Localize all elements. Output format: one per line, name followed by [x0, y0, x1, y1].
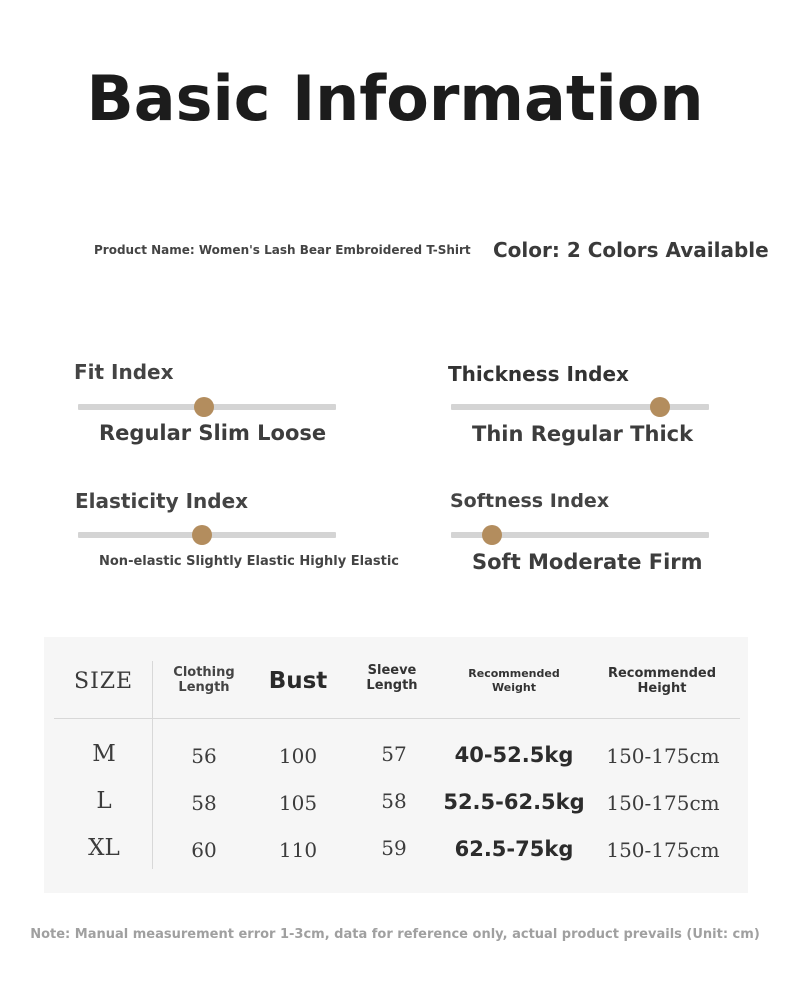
row-xl-size: XL: [88, 835, 120, 861]
header-height-line1: Recommended: [607, 666, 717, 681]
softness-index-scale: Soft Moderate Firm: [472, 550, 703, 574]
elasticity-index-knob: [192, 525, 212, 545]
product-name: Product Name: Women's Lash Bear Embroidered T-Shirt: [94, 243, 471, 257]
header-divider: [54, 718, 740, 719]
row-m-length: 56: [191, 744, 217, 768]
row-l-size: L: [96, 788, 112, 814]
header-weight-line2: Weight: [492, 681, 536, 694]
header-clothing-length: [160, 665, 248, 695]
header-height-line2: Height: [637, 681, 687, 696]
row-m-weight: 40-52.5kg: [454, 743, 574, 767]
thickness-index-scale: Thin Regular Thick: [472, 422, 694, 446]
header-sleeve-length-line1: Sleeve: [367, 663, 417, 678]
elasticity-index-title: Elasticity Index: [75, 489, 249, 513]
row-xl-bust: 110: [278, 838, 318, 862]
size-chart: [44, 637, 748, 893]
thickness-index-track: [451, 404, 709, 410]
row-xl-height: 150-175cm: [606, 838, 720, 862]
row-l-sleeve: 58: [381, 789, 407, 813]
row-l-height: 150-175cm: [606, 791, 720, 815]
row-m-size: M: [92, 741, 116, 767]
softness-index-title: Softness Index: [450, 490, 610, 512]
header-weight-line1: Recommended: [468, 667, 560, 680]
size-heading: SIZE: [74, 669, 134, 694]
elasticity-index-scale: Non-elastic Slightly Elastic Highly Elastic: [99, 554, 399, 569]
column-divider: [152, 661, 153, 869]
measurement-note: Note: Manual measurement error 1-3cm, data for reference only, actual product prevails (Unit: cm): [30, 927, 760, 942]
softness-index-track: [451, 532, 709, 538]
row-l-weight: 52.5-62.5kg: [443, 790, 585, 814]
color-availability: Color: 2 Colors Available: [493, 238, 769, 262]
header-clothing-length-line2: Length: [178, 680, 230, 695]
fit-index-title: Fit Index: [74, 360, 174, 384]
fit-index-knob: [194, 397, 214, 417]
header-recommended-height: [592, 666, 732, 696]
elasticity-index-track: [78, 532, 336, 538]
fit-index-track: [78, 404, 336, 410]
header-recommended-weight: [454, 667, 574, 695]
row-m-sleeve: 57: [381, 742, 407, 766]
softness-index-knob: [482, 525, 502, 545]
fit-index-scale: Regular Slim Loose: [99, 421, 327, 445]
row-xl-weight: 62.5-75kg: [454, 837, 574, 861]
header-clothing-length-line1: Clothing: [173, 665, 235, 680]
thickness-index-title: Thickness Index: [448, 362, 629, 386]
header-sleeve-length: [348, 663, 436, 693]
row-xl-sleeve: 59: [381, 836, 407, 860]
header-bust: Bust: [268, 668, 328, 694]
page-title: Basic Information: [86, 62, 704, 135]
row-l-bust: 105: [278, 791, 318, 815]
header-sleeve-length-line2: Length: [366, 678, 418, 693]
row-m-height: 150-175cm: [606, 744, 720, 768]
thickness-index-knob: [650, 397, 670, 417]
row-xl-length: 60: [191, 838, 217, 862]
row-m-bust: 100: [278, 744, 318, 768]
row-l-length: 58: [191, 791, 217, 815]
